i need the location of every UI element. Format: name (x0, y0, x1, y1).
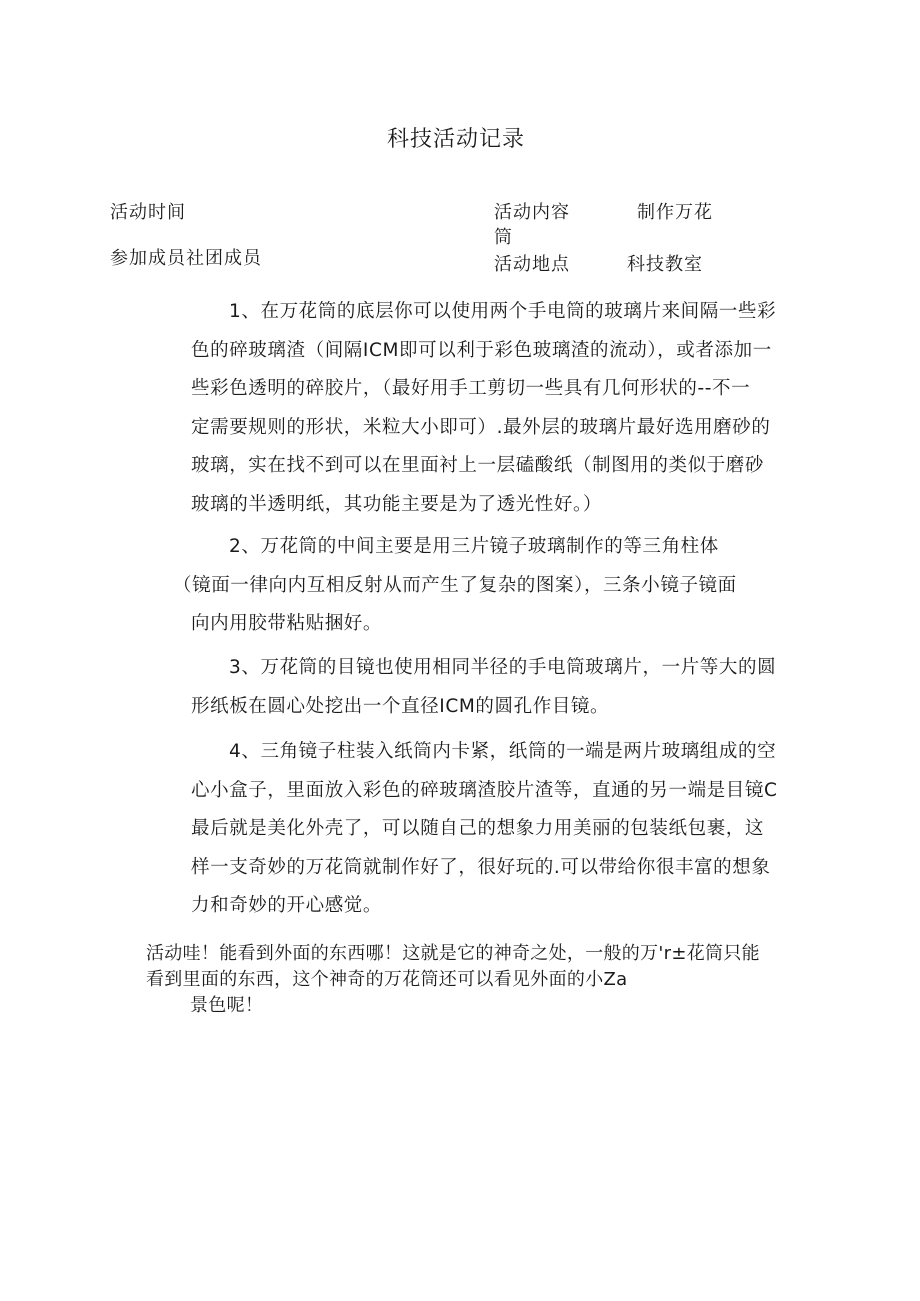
activity-time-label: 活动时间 (110, 202, 186, 223)
closing-line: 活动哇！能看到外面的东西哪！这就是它的神奇之处，一般的万'r±花筒只能 (146, 943, 760, 964)
paragraph-line: 玻璃的半透明纸，其功能主要是为了透光性好。） (191, 493, 602, 515)
paragraph-line: 形纸板在圆心处挖出一个直径ICM的圆孔作目镜。 (191, 695, 610, 717)
paragraph-2 (173, 528, 803, 644)
paragraph-line: （镜面一律向内互相反射从而产生了复杂的图案），三条小镜子镜面 (173, 574, 737, 596)
paragraph-line: 玻璃，实在找不到可以在里面衬上一层磕酸纸（制图用的类似于磨砂 (191, 455, 765, 476)
paragraph-line: 心小盒子，里面放入彩色的碎玻璃渣胶片渣等，直通的另一端是目镜C (191, 779, 778, 801)
paragraph-line: 色的碎玻璃渣（间隔ICM即可以利于彩色玻璃渣的流动），或者添加一 (191, 339, 772, 361)
members-label: 参加成员社团成员 (110, 248, 262, 269)
paragraph-line: 些彩色透明的碎胶片，（最好用手工剪切一些具有几何形状的--不一 (191, 378, 751, 399)
activity-content-label: 活动内容 (494, 202, 570, 223)
paragraph-line: 样一支奇妙的万花筒就制作好了，很好玩的.可以带给你很丰富的想象 (191, 856, 771, 878)
paragraph-line: 力和奇妙的开心感觉。 (191, 895, 383, 916)
paragraph-1 (191, 293, 803, 524)
page-title: 科技活动记录 (386, 127, 525, 152)
paragraph-line: 向内用胶带粘贴捆好。 (191, 613, 383, 634)
activity-content-value-wrap: 筒 (494, 227, 513, 248)
closing-line: 看到里面的东西，这个神奇的万花筒还可以看见外面的小Za (146, 969, 628, 990)
paragraph-line: 2、万花筒的中间主要是用三片镜子玻璃制作的等三角柱体 (229, 536, 719, 557)
paragraph-line: 3、万花筒的目镜也使用相同半径的手电筒玻璃片，一片等大的圆 (229, 657, 777, 678)
activity-location-label: 活动地点 (494, 254, 570, 275)
paragraph-line: 4、三角镜子柱装入纸筒内卡紧，纸筒的一端是两片玻璃组成的空 (229, 741, 777, 762)
paragraph-line: 定需要规则的形状，米粒大小即可）.最外层的玻璃片最好选用磨砂的 (191, 416, 771, 438)
closing-line: 景色呢！ (190, 995, 264, 1016)
activity-location-value: 科技教室 (627, 254, 703, 275)
closing-note (146, 941, 816, 1019)
activity-content-value: 制作万花 (637, 202, 713, 223)
paragraph-3 (191, 649, 803, 726)
paragraph-line: 最后就是美化外壳了，可以随自己的想象力用美丽的包装纸包裹，这 (191, 818, 765, 839)
paragraph-4 (191, 733, 803, 926)
paragraph-line: 1、在万花筒的底层你可以使用两个手电筒的玻璃片来间隔一些彩 (229, 301, 777, 322)
